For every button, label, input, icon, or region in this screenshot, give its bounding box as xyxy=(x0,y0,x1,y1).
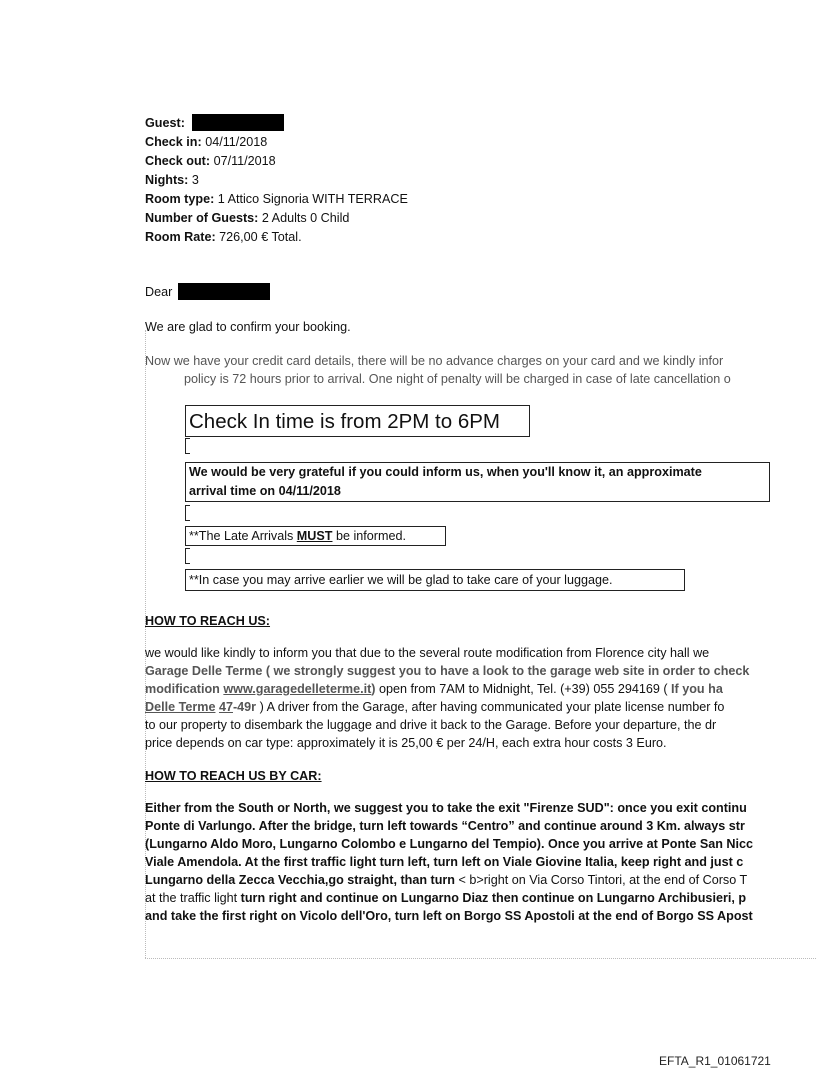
garage-street-link[interactable]: Delle Terme xyxy=(145,700,216,714)
policy-line-2: policy is 72 hours prior to arrival. One night of penalty will be charged in case of late cancellation o xyxy=(184,372,731,386)
car-line-5: Lungarno della Zecca Vecchia,go straight, than turn < b>right on Via Corso Tintori, at the end of Corso T xyxy=(145,873,748,887)
checkout-row: Check out: 07/11/2018 xyxy=(145,154,276,168)
reach-line-4: Delle Terme 47-49r ) A driver from the Garage, after having communicated your plate license number fo xyxy=(145,700,725,714)
recipient-name-redaction xyxy=(178,283,270,300)
document-id-footer: EFTA_R1_01061721 xyxy=(659,1054,771,1068)
late-arrival-note: **The Late Arrivals MUST be informed. xyxy=(185,526,446,546)
car-line-2: Ponte di Varlungo. After the bridge, turn left towards “Centro” and continue around 3 Km. always str xyxy=(145,819,745,833)
nights-row: Nights: 3 xyxy=(145,173,199,187)
car-line-1: Either from the South or North, we suggest you to take the exit "Firenze SUD": once you exit continu xyxy=(145,801,747,815)
policy-line-1: Now we have your credit card details, there will be no advance charges on your card and we kindly infor xyxy=(145,354,724,368)
how-to-reach-heading: HOW TO REACH US: xyxy=(145,614,271,628)
spacer-mark-3 xyxy=(185,548,190,564)
arrival-time-request: We would be very grateful if you could inform us, when you'll know it, an approximate arrival time on 04/11/2018 xyxy=(185,462,770,502)
reach-line-5: to our property to disembark the luggage and drive it back to the Garage. Before your departure, the dr xyxy=(145,718,717,732)
car-line-3: (Lungarno Aldo Moro, Lungarno Colombo e Lungarno del Tempio). Once you arrive at Ponte San Nicc xyxy=(145,837,754,851)
reach-line-3: modification www.garagedelleterme.it) open from 7AM to Midnight, Tel. (+39) 055 294169 ( If you ha xyxy=(145,682,723,696)
reach-line-1: we would like kindly to inform you that due to the several route modification from Florence city hall we xyxy=(145,646,710,660)
car-line-7: and take the first right on Vicolo dell'Oro, turn left on Borgo SS Apostoli at the end of Borgo SS Apost xyxy=(145,909,753,923)
car-line-4: Viale Amendola. At the first traffic light turn left, turn left on Viale Giovine Italia, keep right and just c xyxy=(145,855,744,869)
garage-number-link[interactable]: 47 xyxy=(218,700,233,714)
dear-line: Dear xyxy=(145,283,270,301)
guest-row: Guest: xyxy=(145,114,284,132)
car-line-6: at the traffic light turn right and continue on Lungarno Diaz then continue on Lungarno Archibusieri, p xyxy=(145,891,747,905)
guest-name-redaction xyxy=(192,114,284,131)
early-arrival-note: **In case you may arrive earlier we will be glad to take care of your luggage. xyxy=(185,569,685,591)
how-to-reach-car-heading: HOW TO REACH US BY CAR: xyxy=(145,769,322,783)
email-body xyxy=(145,0,816,960)
spacer-mark-2 xyxy=(185,505,190,521)
spacer-mark-1 xyxy=(185,438,190,454)
checkin-time-title: Check In time is from 2PM to 6PM xyxy=(185,405,530,437)
roomtype-row: Room type: 1 Attico Signoria WITH TERRACE xyxy=(145,192,408,206)
checkin-row: Check in: 04/11/2018 xyxy=(145,135,268,149)
reach-line-6: price depends on car type: approximately it is 25,00 € per 24/H, each extra hour costs 3 Euro. xyxy=(145,736,667,750)
reach-line-2: Garage Delle Terme ( we strongly suggest you to have a look to the garage web site in order to check xyxy=(145,664,750,678)
confirm-line: We are glad to confirm your booking. xyxy=(145,320,351,334)
rate-row: Room Rate: 726,00 € Total. xyxy=(145,230,302,244)
guests-row: Number of Guests: 2 Adults 0 Child xyxy=(145,211,350,225)
garage-website-link[interactable]: www.garagedelleterme.it xyxy=(223,682,372,696)
